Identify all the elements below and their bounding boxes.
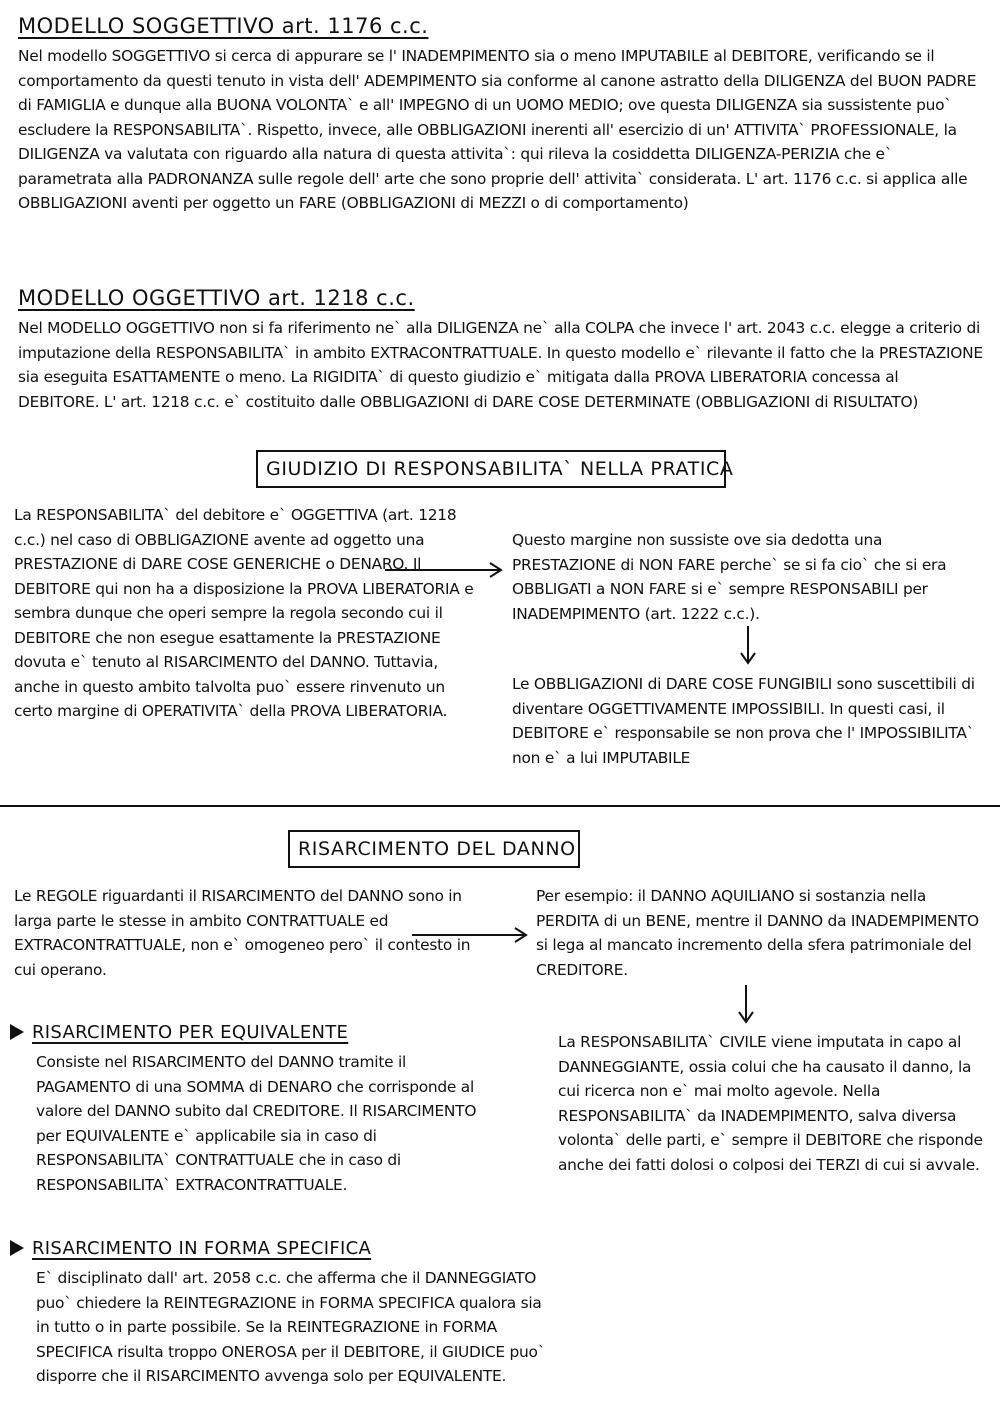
triangle-bullet-icon bbox=[10, 1024, 24, 1040]
arrow-down-icon bbox=[736, 985, 756, 1025]
section-body-modello-oggettivo: Nel MODELLO OGGETTIVO non si fa riferimento ne` alla DILIGENZA ne` alla COLPA che invece l' art. 2043 c.c. elegge a criterio di imputazione della RESPONSABILITA` in ambito EXTRACONTRATTUALE. In questo modello e` rilevante il fatto che la PRESTAZIONE sia eseguita ESATTAMENTE o meno. La RIGIDITA` di questo giudizio e` mitigata dalla PROVA LIBERATORIA concessa al DEBITORE. L' art. 1218 c.c. e` costituito dalle OBBLIGAZIONI di DARE COSE DETERMINATE (OBBLIGAZIONI di RISULTATO) bbox=[18, 319, 983, 411]
arrow-right-icon bbox=[412, 925, 532, 945]
subheading-risarcimento-specifica bbox=[10, 1238, 371, 1259]
arrow-down-icon bbox=[738, 626, 758, 666]
risarcimento-specifica-text: E` disciplinato dall' art. 2058 c.c. che afferma che il DANNEGGIATO puo` chiedere la REINTEGRAZIONE in FORMA SPECIFICA qualora sia in tutto o in parte possibile. Se la REINTEGRAZIONE in FORMA SPECIFICA risulta troppo ONEROSA per il DEBITORE, il GIUDICE puo` disporre che il RISARCIMENTO avvenga solo per EQUIVALENTE. bbox=[36, 1269, 546, 1385]
risarcimento-right-bottom-text: La RESPONSABILITA` CIVILE viene imputata in capo al DANNEGGIANTE, ossia colui che ha causato il danno, la cui ricerca non e` mai molto agevole. Nella RESPONSABILITA` da INADEMPIMENTO, salva diversa volonta` delle parti, e` sempre il DEBITORE che risponde anche dei fatti dolosi o colposi dei TERZI di cui si avvale. bbox=[558, 1033, 983, 1174]
risarcimento-equivalente-text: Consiste nel RISARCIMENTO del DANNO tramite il PAGAMENTO di una SOMMA di DENARO che corrisponde al valore del DANNO subito dal CREDITORE. Il RISARCIMENTO per EQUIVALENTE e` applicabile sia in caso di RESPONSABILITA` CONTRATTUALE che in caso di RESPONSABILITA` EXTRACONTRATTUALE. bbox=[36, 1053, 477, 1194]
subheading-label: RISARCIMENTO IN FORMA SPECIFICA bbox=[32, 1238, 372, 1259]
arrow-right-icon bbox=[385, 560, 505, 580]
risarcimento-right-top-text: Per esempio: il DANNO AQUILIANO si sostanzia nella PERDITA di un BENE, mentre il DANNO da INADEMPIMENTO si lega al mancato incremento della sfera patrimoniale del CREDITORE. bbox=[536, 887, 979, 979]
section-title-giudizio-responsabilita: GIUDIZIO DI RESPONSABILITA` NELLA PRATICA bbox=[256, 450, 726, 488]
giudizio-right-bottom-text: Le OBBLIGAZIONI di DARE COSE FUNGIBILI sono suscettibili di diventare OGGETTIVAMENTE IMPOSSIBILI. In questi casi, il DEBITORE e` responsabile se non prova che l' IMPOSSIBILITA` non e` a lui IMPUTABILE bbox=[512, 675, 975, 767]
section-body-modello-soggettivo: Nel modello SOGGETTIVO si cerca di appurare se l' INADEMPIMENTO sia o meno IMPUTABILE al DEBITORE, verificando se il comportamento da questi tenuto in vista dell' ADEMPIMENTO sia conforme al canone astratto della DILIGENZA del BUON PADRE di FAMIGLIA e dunque alla BUONA VOLONTA` e all' IMPEGNO di un UOMO MEDIO; ove questa DILIGENZA sia sussistente puo` escludere la RESPONSABILITA`. Rispetto, invece, alle OBBLIGAZIONI inerenti all' esercizio di un' ATTIVITA` PROFESSIONALE, la DILIGENZA va valutata con riguardo alla natura di questa attivita`: qui rileva la cosiddetta DILIGENZA-PERIZIA che e` parametrata alla PADRONANZA sulle regole dell' arte che sono proprie dell' attivita` considerata. L' art. 1176 c.c. si applica alle OBBLIGAZIONI aventi per oggetto un FARE (OBBLIGAZIONI di MEZZI o di comportamento) bbox=[18, 47, 977, 212]
subheading-label: RISARCIMENTO PER EQUIVALENTE bbox=[32, 1022, 349, 1043]
risarcimento-left-text: Le REGOLE riguardanti il RISARCIMENTO del DANNO sono in larga parte le stesse in ambito CONTRATTUALE ed EXTRACONTRATTUALE, non e` omogeneo pero` il contesto in cui operano. bbox=[14, 887, 471, 979]
giudizio-left-text: La RESPONSABILITA` del debitore e` OGGETTIVA (art. 1218 c.c.) nel caso di OBBLIGAZIONE avente ad oggetto una PRESTAZIONE di DARE COSE GENERICHE o DENARO. Il DEBITORE qui non ha a disposizione la PROVA LIBERATORIA e sembra dunque che operi sempre la regola secondo cui il DEBITORE che non esegue esattamente la PRESTAZIONE dovuta e` tenuto al RISARCIMENTO del DANNO. Tuttavia, anche in questo ambito talvolta puo` essere rinvenuto un certo margine di OPERATIVITA` della PROVA LIBERATORIA. bbox=[14, 506, 474, 720]
section-title-risarcimento-danno: RISARCIMENTO DEL DANNO bbox=[288, 830, 580, 868]
subheading-risarcimento-equivalente bbox=[10, 1022, 348, 1043]
section-title-modello-soggettivo: MODELLO SOGGETTIVO art. 1176 c.c. bbox=[18, 14, 429, 38]
giudizio-right-top-text: Questo margine non sussiste ove sia dedotta una PRESTAZIONE di NON FARE perche` se si fa cio` che si era OBBLIGATI a NON FARE si e` sempre RESPONSABILI per INADEMPIMENTO (art. 1222 c.c.). bbox=[512, 531, 947, 623]
triangle-bullet-icon bbox=[10, 1240, 24, 1256]
section-title-modello-oggettivo: MODELLO OGGETTIVO art. 1218 c.c. bbox=[18, 286, 415, 310]
section-divider bbox=[0, 805, 1000, 807]
